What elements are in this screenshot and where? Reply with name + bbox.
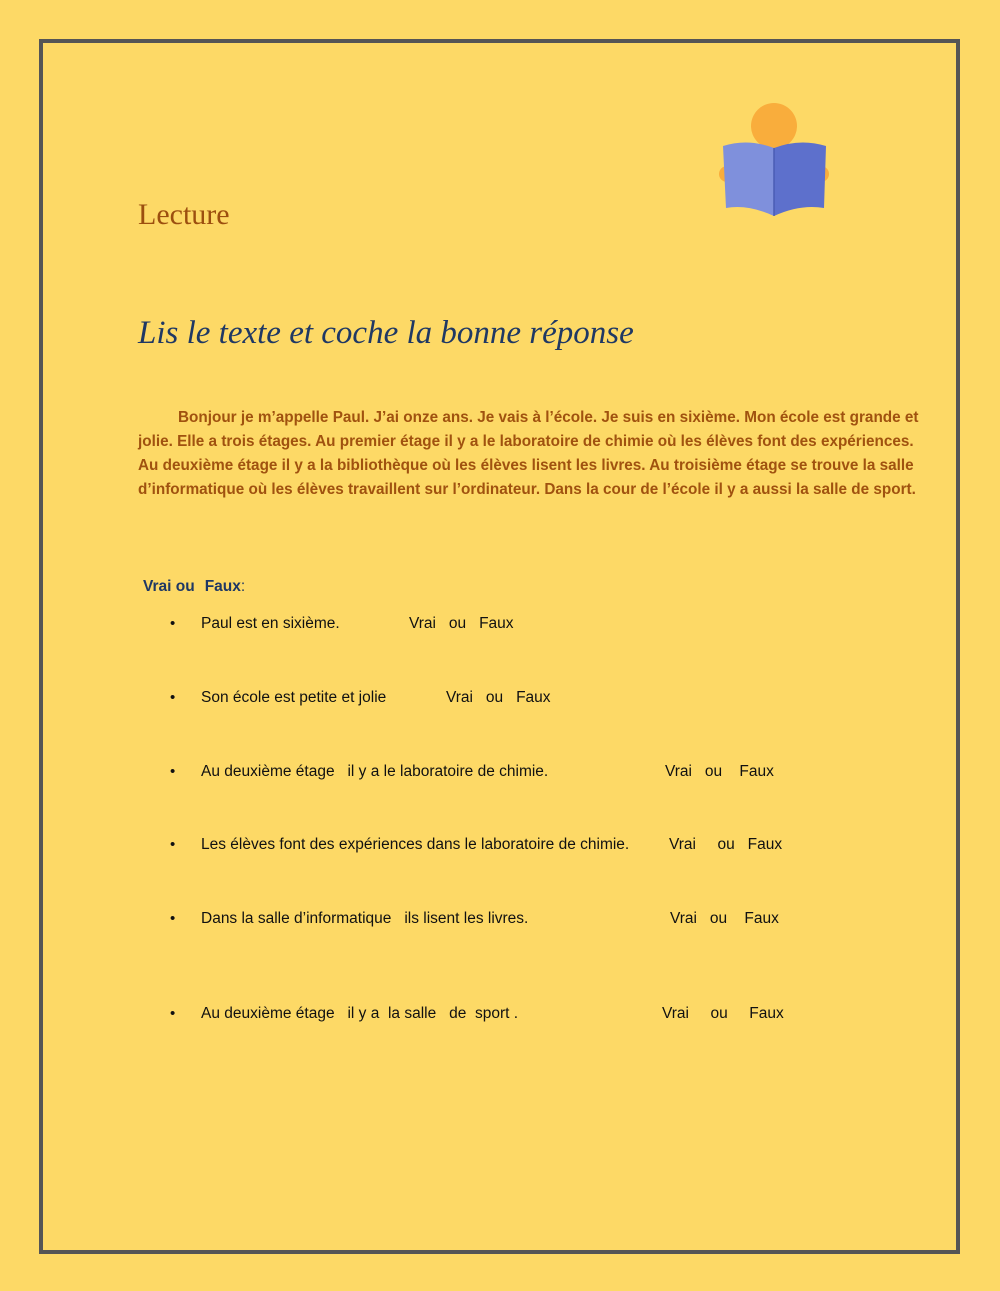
faux-label: Faux — [204, 578, 241, 595]
bullet: • — [170, 763, 176, 780]
question-statement: Dans la salle d’informatique ils lisent les livres. — [201, 910, 529, 927]
bullet: • — [170, 615, 176, 632]
instruction-heading: Lis le texte et coche la bonne réponse — [138, 315, 634, 351]
bullet: • — [170, 836, 176, 853]
answer-choices[interactable]: Vrai ou Faux — [409, 615, 514, 632]
answer-choices[interactable]: Vrai ou Faux — [665, 763, 774, 780]
person-reading-book-icon — [718, 102, 833, 222]
vrai-ou-label: Vrai ou — [143, 578, 195, 595]
question-statement: Au deuxième étage il y a le laboratoire de chimie. — [201, 763, 549, 780]
question-statement: Son école est petite et jolie — [201, 689, 387, 706]
bullet: • — [170, 689, 176, 706]
bullet: • — [170, 1005, 176, 1022]
colon: : — [240, 578, 246, 595]
answer-choices[interactable]: Vrai ou Faux — [669, 836, 783, 853]
question-statement: Paul est en sixième. — [201, 615, 340, 632]
question-statement: Au deuxième étage il y a la salle de sport . — [201, 1005, 519, 1022]
question-statement: Les élèves font des expériences dans le laboratoire de chimie. — [201, 836, 630, 853]
answer-choices[interactable]: Vrai ou Faux — [446, 689, 551, 706]
answer-choices[interactable]: Vrai ou Faux — [662, 1005, 784, 1022]
true-false-heading — [143, 578, 245, 596]
answer-choices[interactable]: Vrai ou Faux — [670, 910, 779, 927]
bullet: • — [170, 910, 176, 927]
page-title: Lecture — [138, 198, 230, 231]
reading-passage: Bonjour je m’appelle Paul. J’ai onze ans. Je vais à l’école. Je suis en sixième. Mon école est grande et jolie. Elle a trois étages. Au premier étage il y a le laboratoire de chimie où les élèves font des expériences. Au deuxième étage il y a la bibliothèque où les élèves lisent les livres. Au troisième étage se trouve la salle d’informatique où les élèves travaillent sur l’ordinateur. Dans la cour de l’école il y a aussi la salle de sport. — [138, 409, 919, 498]
